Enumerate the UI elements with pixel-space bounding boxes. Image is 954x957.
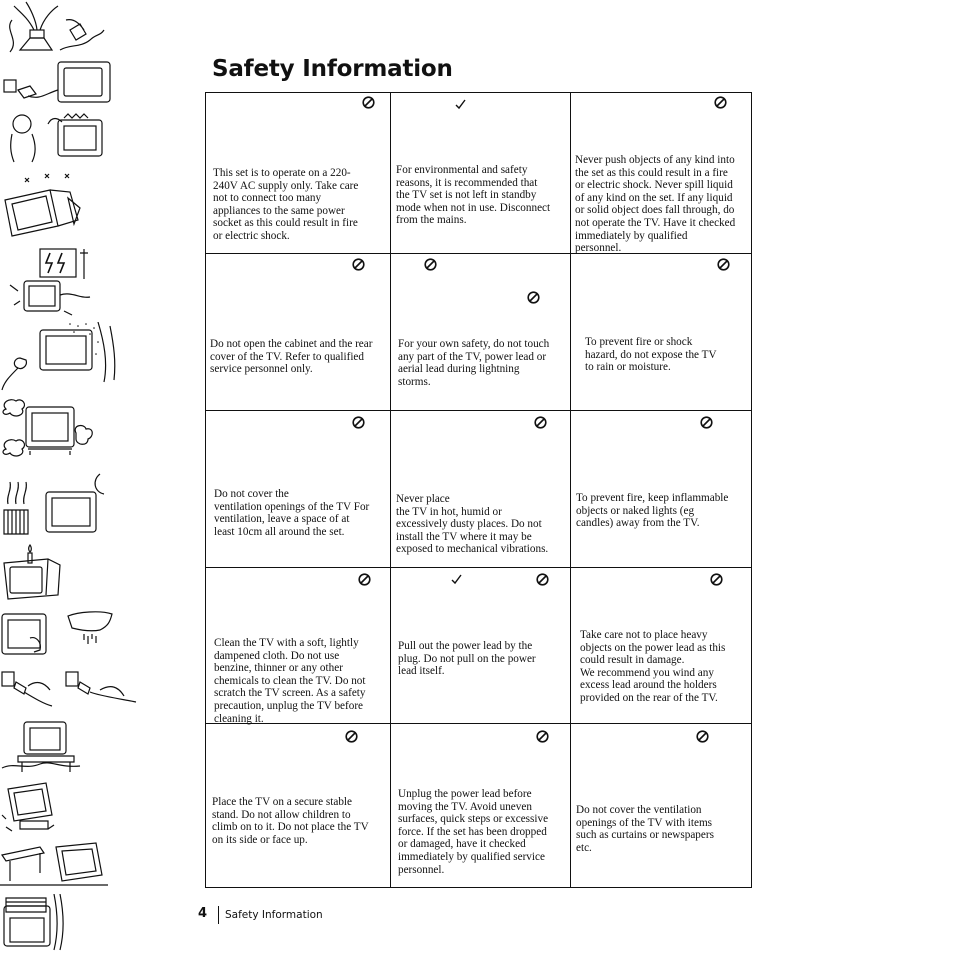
- tv-tipping-illustration: [0, 781, 60, 836]
- cell-text: Do not cover the ventilation openings of the TV with items such as curtains or newspapers etc.: [576, 804, 714, 854]
- cell-text: To prevent fire or shock hazard, do not expose the TV to rain or moisture.: [585, 336, 717, 374]
- tv-cabinet-illustration: [0, 170, 95, 240]
- prohibited-icon: [352, 416, 365, 429]
- prohibited-icon: [534, 416, 547, 429]
- overloaded-socket-illustration: [0, 0, 110, 55]
- prohibited-icon: [358, 573, 371, 586]
- checkmark-icon: [450, 573, 463, 586]
- grid-divider: [390, 93, 391, 887]
- grid-divider: [206, 567, 751, 568]
- tv-unplugged-illustration: [0, 60, 130, 105]
- cell-text: Never push objects of any kind into the set as this could result in a fire or electric shock. Never spill liquid of any kind on the set. If any liquid or solid object does fall through, do not operate the TV. Have it checked immediately by qualified personnel.: [575, 154, 736, 255]
- pull-plug-illustration: [0, 668, 140, 713]
- page-number: 4: [198, 906, 208, 921]
- cell-text: To prevent fire, keep inflammable objects or naked lights (eg candles) away from the TV.: [576, 492, 729, 530]
- cell-text: Clean the TV with a soft, lightly dampened cloth. Do not use benzine, thinner or any other chemicals to clean the TV. Do not scratch the TV screen. As a safety precaution, unplug the TV before cleaning it.: [214, 637, 366, 725]
- checkmark-icon: [454, 98, 467, 111]
- tv-curtains-illustration: [0, 894, 68, 952]
- tv-falling-illustration: [0, 841, 110, 889]
- footer-section-label: Safety Information: [225, 909, 323, 921]
- prohibited-icon: [527, 291, 540, 304]
- prohibited-icon: [362, 96, 375, 109]
- tv-objects-inside-illustration: [0, 110, 110, 165]
- prohibited-icon: [536, 573, 549, 586]
- lightning-storm-illustration: [0, 245, 110, 317]
- page-title: Safety Information: [212, 56, 453, 82]
- prohibited-icon: [710, 573, 723, 586]
- prohibited-icon: [536, 730, 549, 743]
- prohibited-icon: [352, 258, 365, 271]
- prohibited-icon: [717, 258, 730, 271]
- tv-rain-illustration: [0, 322, 120, 392]
- cell-text: Never place the TV in hot, humid or excessively dusty places. Do not install the TV where it may be exposed to mechanical vibrations.: [396, 493, 549, 556]
- cell-text: This set is to operate on a 220- 240V AC supply only. Take care not to connect too many appliances to the same power socket as this could result in fire or electric shock.: [213, 167, 359, 242]
- grid-divider: [206, 410, 751, 411]
- grid-divider: [570, 93, 571, 887]
- prohibited-icon: [700, 416, 713, 429]
- cell-text: For environmental and safety reasons, it is recommended that the TV set is not left in standby mode when not in use. Disconnect from the mains.: [396, 164, 551, 227]
- tv-cleaning-illustration: [0, 608, 125, 663]
- cell-text: Pull out the power lead by the plug. Do not pull on the power lead itself.: [398, 640, 536, 678]
- footer-divider: [218, 906, 219, 924]
- prohibited-icon: [696, 730, 709, 743]
- cell-text: Place the TV on a secure stable stand. Do not allow children to climb on to it. Do not place the TV on its side or face up.: [212, 796, 369, 846]
- cell-text: Take care not to place heavy objects on the power lead as this could result in damage. We recommend you wind any excess lead around the holders provided on the rear of the TV.: [580, 629, 726, 704]
- cell-text: Do not cover the ventilation openings of the TV For ventilation, leave a space of at least 10cm all around the set.: [214, 488, 370, 538]
- cell-text: For your own safety, do not touch any part of the TV, power lead or aerial lead during lightning storms.: [398, 338, 550, 388]
- tv-candle-illustration: [0, 543, 65, 603]
- prohibited-icon: [345, 730, 358, 743]
- tv-ventilation-illustration: [0, 397, 95, 465]
- prohibited-icon: [714, 96, 727, 109]
- tv-heat-illustration: [0, 470, 110, 538]
- prohibited-icon: [424, 258, 437, 271]
- cell-text: Do not open the cabinet and the rear cover of the TV. Refer to qualified service personnel only.: [210, 338, 373, 376]
- cell-text: Unplug the power lead before moving the TV. Avoid uneven surfaces, quick steps or excessive force. If the set has been dropped or damaged, have it checked immediately by qualified service personnel.: [398, 788, 549, 876]
- tv-on-lead-illustration: [0, 718, 85, 776]
